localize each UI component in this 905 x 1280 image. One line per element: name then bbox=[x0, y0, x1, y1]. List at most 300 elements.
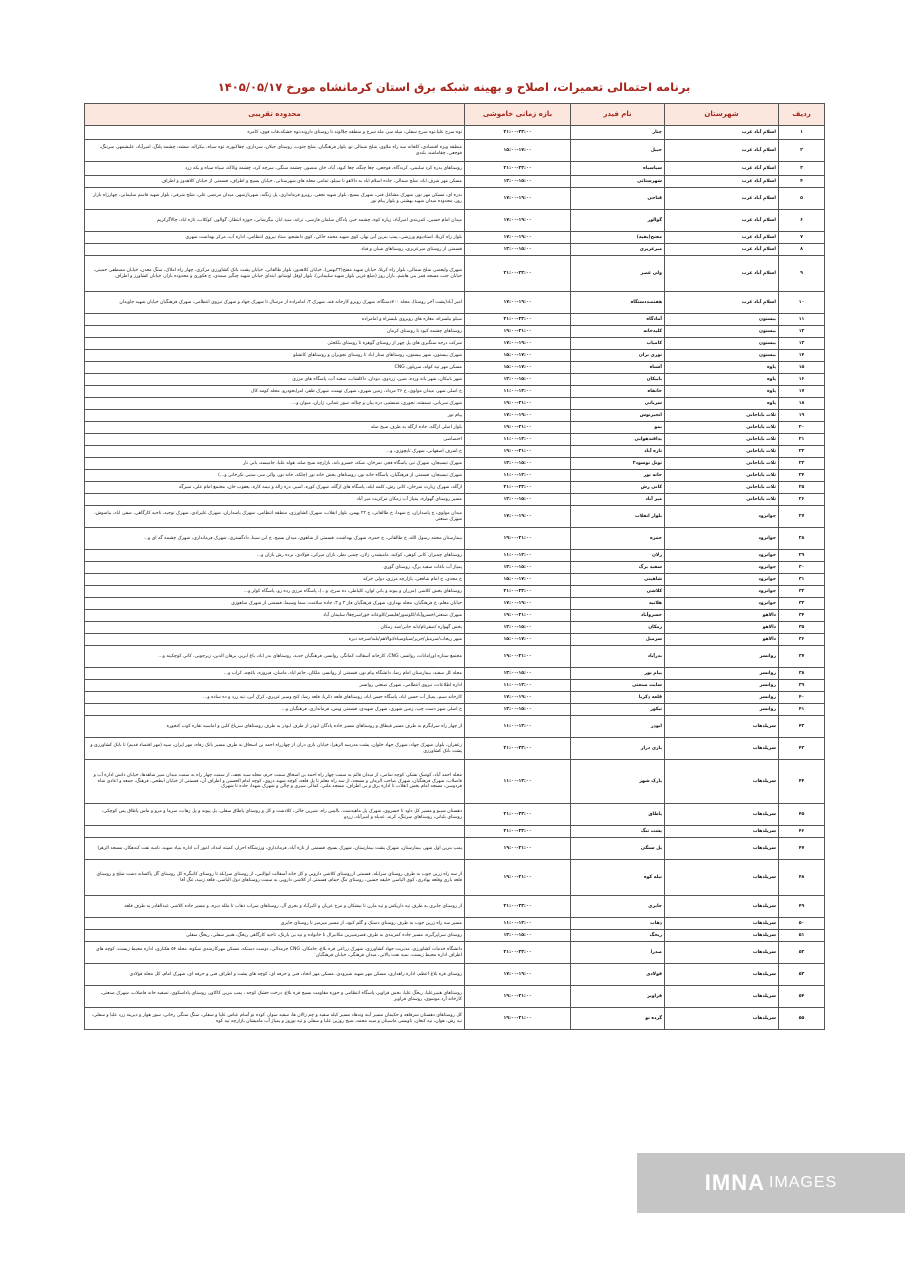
cell-county: جوانرود bbox=[665, 506, 779, 528]
cell-county: دالاهو bbox=[665, 610, 779, 622]
table-row bbox=[85, 598, 825, 610]
cell-outage-window: ۲۱:۰۰-۲۳:۰۰ bbox=[465, 314, 571, 326]
cell-feeder: مفتح(بقیه) bbox=[571, 232, 665, 244]
cell-feeder: انجیرنوس bbox=[571, 410, 665, 422]
watermark-logo: IMNA bbox=[704, 1170, 765, 1195]
cell-row-number: ۳۸ bbox=[779, 668, 825, 680]
cell-area: بیمارستان محمد رسول الله، خ طالقانی، خ حمزه، شهرک بهداشت، قسمتی از شاهوی، میدان بسیج، خ ابن سینا، دادگستری، شهرک فرمانداری، شهرک چشمه گه ای و... bbox=[85, 528, 465, 550]
cell-county: ثلاث باباجانی bbox=[665, 422, 779, 434]
cell-feeder: نیله کوه bbox=[571, 860, 665, 896]
cell-county: اسلام آباد غرب bbox=[665, 210, 779, 232]
table-row bbox=[85, 986, 825, 1008]
table-row bbox=[85, 458, 825, 470]
table-row bbox=[85, 338, 825, 350]
watermark-sub: IMAGES bbox=[768, 1174, 838, 1191]
cell-feeder: بابیکان bbox=[571, 374, 665, 386]
table-row bbox=[85, 760, 825, 804]
cell-outage-window: ۱۵:۰۰-۱۷:۰۰ bbox=[465, 574, 571, 586]
cell-county: ثلاث باباجانی bbox=[665, 410, 779, 422]
cell-row-number: ۱۴ bbox=[779, 350, 825, 362]
cell-area: شهر ریجاب/سرمیل/جریر/سیاوسیاه/نوالاهم/بلبه/سرخه دیزه bbox=[85, 634, 465, 646]
cell-feeder: گوالور bbox=[571, 210, 665, 232]
cell-row-number: ۱۵ bbox=[779, 362, 825, 374]
cell-row-number: ۴۰ bbox=[779, 692, 825, 704]
cell-area: مسیر روستای گهواره، پمپاژ آب زمکان مرکزیت میر آباد bbox=[85, 494, 465, 506]
table-row bbox=[85, 494, 825, 506]
cell-county: روانسر bbox=[665, 704, 779, 716]
cell-area: قسمتی از روستای میرعزیزی، روستاهای شیان و قباد bbox=[85, 244, 465, 256]
cell-row-number: ۵ bbox=[779, 188, 825, 210]
cell-outage-window: ۱۱:۰۰-۱۳:۰۰ bbox=[465, 434, 571, 446]
cell-row-number: ۴۱ bbox=[779, 704, 825, 716]
cell-row-number: ۳۹ bbox=[779, 680, 825, 692]
cell-row-number: ۳۳ bbox=[779, 598, 825, 610]
cell-row-number: ۳۷ bbox=[779, 646, 825, 668]
table-row bbox=[85, 162, 825, 176]
cell-area: محله احمد آباد، کوشک نشکر، کوچه تمامی، از میدان قائم به سمت چهار راه احمد بن اسحاق سمت حرم، محله سید نجف، از سمت چهار راه به سمت میدان سیر شاهدها، خیابان دانش اداره آب و فاضلاب، شهرک فرهنگیان، شهرک صاحب الزمان و مسجد، از سه راه معلم تا پل قلعه، کوچه شهید دروی، کوچه امام الحسین و اطراف آن، قسمتی از خیابان ابطحی، فرهنگ، جمعه و اعادی شاه فردوسی، مسجد امام بخش انقلاب تا اداره برق و بی اطراف، مسجد ملتی، کمالی سیری و چالی و شهرک شهدا، جاده تا شهرک bbox=[85, 760, 465, 804]
table-body bbox=[85, 126, 825, 1030]
table-row bbox=[85, 838, 825, 860]
cell-row-number: ۱ bbox=[779, 126, 825, 140]
cell-outage-window: ۱۷:۰۰-۱۹:۰۰ bbox=[465, 210, 571, 232]
cell-feeder: زلان bbox=[571, 550, 665, 562]
cell-area: خیابان معلم، خ فرهنگیان، محله بهداری، شهرک فرهنگیان فاز ۲ و ۳، جاده سلامت، سما وسیما، قسمتی از شهرک شاهوزی bbox=[85, 598, 465, 610]
cell-row-number: ۱۸ bbox=[779, 398, 825, 410]
cell-feeder: حمزه bbox=[571, 528, 665, 550]
cell-row-number: ۴۸ bbox=[779, 860, 825, 896]
cell-row-number: ۲۹ bbox=[779, 550, 825, 562]
table-row bbox=[85, 244, 825, 256]
table-row bbox=[85, 1008, 825, 1030]
cell-county: بیستون bbox=[665, 350, 779, 362]
cell-feeder: نوزی بران bbox=[571, 350, 665, 362]
cell-county: پاوه bbox=[665, 362, 779, 374]
cell-county: جوانرود bbox=[665, 528, 779, 550]
table-row bbox=[85, 574, 825, 586]
cell-county: اسلام آباد غرب bbox=[665, 292, 779, 314]
cell-outage-window: ۱۱:۰۰-۱۳:۰۰ bbox=[465, 918, 571, 930]
cell-outage-window: ۱۷:۰۰-۱۹:۰۰ bbox=[465, 188, 571, 210]
table-row bbox=[85, 634, 825, 646]
cell-county: دالاهو bbox=[665, 622, 779, 634]
cell-feeder: تونل نوسود۲ bbox=[571, 458, 665, 470]
cell-outage-window: ۱۳:۰۰-۱۵:۰۰ bbox=[465, 458, 571, 470]
cell-row-number: ۴۷ bbox=[779, 838, 825, 860]
cell-row-number: ۴ bbox=[779, 176, 825, 188]
cell-row-number: ۴۹ bbox=[779, 896, 825, 918]
cell-feeder: خسروآباد bbox=[571, 610, 665, 622]
cell-outage-window: ۱۵:۰۰-۱۷:۰۰ bbox=[465, 634, 571, 646]
cell-area: خ اصلی شهر، میدان مولوی، خ ۲۶ مرداد، زمین شهری، شهرک تهمت، شهرک ظفر، امرابخودرو، محله کومه کال bbox=[85, 386, 465, 398]
cell-outage-window: ۱۷:۰۰-۱۹:۰۰ bbox=[465, 410, 571, 422]
cell-outage-window: ۱۷:۰۰-۱۹:۰۰ bbox=[465, 692, 571, 704]
cell-county: اسلام آباد غرب bbox=[665, 188, 779, 210]
cell-area: مسکن مهر شرف اباد، شلخ شمالی، جاده اسلام اباد به دالاهو تا سیلو، تمامی محله های شهرستانی، خیابان بسیج و اطراف، قسمتی از خیابان کلاهدوز و اطراف bbox=[85, 176, 465, 188]
table-row bbox=[85, 918, 825, 930]
cell-row-number: ۵۲ bbox=[779, 942, 825, 964]
cell-feeder: آشناه bbox=[571, 362, 665, 374]
cell-outage-window: ۲۱:۰۰-۲۳:۰۰ bbox=[465, 896, 571, 918]
cell-county: اسلام آباد غرب bbox=[665, 176, 779, 188]
cell-area: خ اصلی شهر دست چپ، زمین شهری، شهرک شهیدی، قسمتی وپس، فرمانداری، فرهنگیان و... bbox=[85, 704, 465, 716]
cell-outage-window: ۱۷:۰۰-۱۹:۰۰ bbox=[465, 232, 571, 244]
cell-row-number: ۴۴ bbox=[779, 760, 825, 804]
cell-outage-window: ۱۷:۰۰-۱۹:۰۰ bbox=[465, 506, 571, 528]
table-row bbox=[85, 896, 825, 918]
cell-feeder: ذهاب bbox=[571, 918, 665, 930]
cell-area: دهستان شیبو و مسیر کل داود تا خسروی، شهرک پل ماهیدشت، یالیس راه، شیرین خالی، کلادشت و کل و روستای پاطاق سفلی، پل پیونه و پل زهاب، سرما و مرو و ماس پاطاق پس کوچکی، روستای بلبانی، روستاهای سرتنگ، کرند، عدیله و امیرآباد، زردو bbox=[85, 804, 465, 826]
cell-county: جوانرود bbox=[665, 574, 779, 586]
cell-outage-window: ۱۹:۰۰-۲۱:۰۰ bbox=[465, 860, 571, 896]
cell-outage-window: ۱۳:۰۰-۱۵:۰۰ bbox=[465, 374, 571, 386]
cell-county: سرپلذهاب bbox=[665, 986, 779, 1008]
cell-feeder: فتاحی bbox=[571, 188, 665, 210]
table-row bbox=[85, 964, 825, 986]
table-row bbox=[85, 930, 825, 942]
cell-outage-window: ۱۱:۰۰-۱۳:۰۰ bbox=[465, 716, 571, 738]
cell-county: سرپلذهاب bbox=[665, 964, 779, 986]
cell-outage-window: ۱۷:۰۰-۱۹:۰۰ bbox=[465, 964, 571, 986]
cell-outage-window: ۱۱:۰۰-۱۳:۰۰ bbox=[465, 680, 571, 692]
cell-outage-window: ۱۹:۰۰-۲۱:۰۰ bbox=[465, 986, 571, 1008]
cell-county: ثلاث باباجانی bbox=[665, 446, 779, 458]
cell-county: ثلاث باباجانی bbox=[665, 470, 779, 482]
cell-feeder: سیاسیاه bbox=[571, 162, 665, 176]
cell-feeder: میر آباد bbox=[571, 494, 665, 506]
table-row bbox=[85, 716, 825, 738]
cell-feeder: کامیاب bbox=[571, 338, 665, 350]
table-row bbox=[85, 350, 825, 362]
cell-county: جوانرود bbox=[665, 598, 779, 610]
cell-row-number: ۲۶ bbox=[779, 494, 825, 506]
cell-feeder: تازه آباد bbox=[571, 446, 665, 458]
cell-area bbox=[85, 826, 465, 838]
cell-feeder: بازی دراز bbox=[571, 738, 665, 760]
cell-outage-window: ۲۱:۰۰-۲۳:۰۰ bbox=[465, 586, 571, 598]
cell-county: پاوه bbox=[665, 374, 779, 386]
cell-feeder: سریانی bbox=[571, 398, 665, 410]
cell-row-number: ۳۵ bbox=[779, 622, 825, 634]
cell-outage-window: ۱۱:۰۰-۱۳:۰۰ bbox=[465, 760, 571, 804]
cell-area: خ اشرف اصفهانی، شهرک تایچوزی، و... bbox=[85, 446, 465, 458]
cell-outage-window: ۱۳:۰۰-۱۵:۰۰ bbox=[465, 494, 571, 506]
table-row bbox=[85, 292, 825, 314]
cell-row-number: ۱۱ bbox=[779, 314, 825, 326]
table-row bbox=[85, 622, 825, 634]
cell-county: بیستون bbox=[665, 314, 779, 326]
cell-outage-window: ۱۹:۰۰-۲۱:۰۰ bbox=[465, 610, 571, 622]
cell-outage-window: ۲۱:۰۰-۲۳:۰۰ bbox=[465, 126, 571, 140]
cell-feeder: هفتصددستگاه bbox=[571, 292, 665, 314]
cell-row-number: ۵۱ bbox=[779, 930, 825, 942]
cell-area: زعفران، بلوار، شهرک جهاد، شهرک جهاد خلوان، پشت مدرسه الزهرا، خیابان بازی دراز، از چهارراه احمد بن اسحاق به طرف مسیر بانک رفاه، مهر ایران، سپه (مهر اقتصاد قدیم) تا بانک کشاورزی و پشت بانک کشاورزی bbox=[85, 738, 465, 760]
header-row-number: ردیف bbox=[779, 104, 825, 126]
cell-county: جوانرود bbox=[665, 550, 779, 562]
table-row bbox=[85, 470, 825, 482]
table-row bbox=[85, 826, 825, 838]
cell-outage-window: ۱۱:۰۰-۱۳:۰۰ bbox=[465, 386, 571, 398]
cell-county: سرپلذهاب bbox=[665, 826, 779, 838]
cell-row-number: ۳۴ bbox=[779, 610, 825, 622]
cell-feeder: پشت تنگ bbox=[571, 826, 665, 838]
cell-area: شهرک سریانی، شمشه، نجوری، شمشیر، دره بیان و چناله، سور عمانی، ژاران، میوان و... bbox=[85, 398, 465, 410]
cell-outage-window: ۱۹:۰۰-۲۱:۰۰ bbox=[465, 528, 571, 550]
cell-row-number: ۲۳ bbox=[779, 458, 825, 470]
table-row bbox=[85, 446, 825, 458]
table-row bbox=[85, 738, 825, 760]
cell-county: سرپلذهاب bbox=[665, 804, 779, 826]
cell-county: سرپلذهاب bbox=[665, 738, 779, 760]
cell-area: بخش گهواره /صفرنام/بابه خانی/سد زمکان bbox=[85, 622, 465, 634]
cell-area: روستای سراپرگیزه، مسیر جاده کمربندی به طرف قصرشیرین مکانیزال تا خانواده و تپه بی بارنک، ناحیه کارگاهی ریخگ، هنبیر سفلی، ریخگ سفلی bbox=[85, 930, 465, 942]
cell-area: توه سرخ علیا،توه سرخ سفلی، میله سر، مله سرخ و منطقه جلالوند تا روستای داروند،توه خشکه،قاب قوی، کامره bbox=[85, 126, 465, 140]
cell-feeder: بمو bbox=[571, 422, 665, 434]
cell-outage-window: ۱۷:۰۰-۱۹:۰۰ bbox=[465, 338, 571, 350]
cell-outage-window: ۱۵:۰۰-۱۷:۰۰ bbox=[465, 140, 571, 162]
cell-row-number: ۱۶ bbox=[779, 374, 825, 386]
cell-outage-window: ۲۱:۰۰-۲۳:۰۰ bbox=[465, 162, 571, 176]
cell-row-number: ۹ bbox=[779, 256, 825, 292]
cell-feeder: ریخگ bbox=[571, 930, 665, 942]
cell-area: میدان مولوی، خ پاسداران، خ شهدا، خ طالقانی، خ ۲۲ بهمن، بلوار انقلاب، شهرک کشاورزی، منطقه انتظامی، شهرک پاسداران، شهرک علیرادی، شهرک توحید، ناحیه کارگاهی، صفی اباد، بیاشوش، شهرک صنعتی bbox=[85, 506, 465, 528]
cell-county: سرپلذهاب bbox=[665, 716, 779, 738]
table-row bbox=[85, 140, 825, 162]
cell-county: سرپلذهاب bbox=[665, 942, 779, 964]
cell-feeder: پل سنگی bbox=[571, 838, 665, 860]
table-row bbox=[85, 646, 825, 668]
header-feeder: نام فیدر bbox=[571, 104, 665, 126]
cell-feeder: فولادی bbox=[571, 964, 665, 986]
cell-row-number: ۳۱ bbox=[779, 574, 825, 586]
cell-county: پاوه bbox=[665, 398, 779, 410]
cell-feeder: ابوذر bbox=[571, 716, 665, 738]
cell-area: مسیر سه راه زرین جوب به طرف روستای دستک و گلم کبود، از مسیر میرمیر تا روستای جابری bbox=[85, 918, 465, 930]
cell-outage-window: ۱۹:۰۰-۲۱:۰۰ bbox=[465, 646, 571, 668]
table-row bbox=[85, 680, 825, 692]
cell-county: پاوه bbox=[665, 386, 779, 398]
cell-feeder: کانی رش bbox=[571, 482, 665, 494]
table-row bbox=[85, 668, 825, 680]
cell-county: دالاهو bbox=[665, 634, 779, 646]
cell-row-number: ۸ bbox=[779, 244, 825, 256]
cell-outage-window: ۱۱:۰۰-۱۳:۰۰ bbox=[465, 550, 571, 562]
cell-county: سرپلذهاب bbox=[665, 838, 779, 860]
cell-area: محله کل سفید، بیمارستان امام رضا، دانشگاه پیام نور، قسمتی از روانسر، ملکان، حاتم اباد، ماسان، فیروزه، باغچه، کراب و... bbox=[85, 668, 465, 680]
cell-outage-window: ۱۱:۰۰-۱۳:۰۰ bbox=[465, 470, 571, 482]
cell-county: اسلام آباد غرب bbox=[665, 162, 779, 176]
cell-row-number: ۵۵ bbox=[779, 1008, 825, 1030]
cell-row-number: ۶ bbox=[779, 210, 825, 232]
cell-feeder: میرعزیزی bbox=[571, 244, 665, 256]
cell-county: سرپلذهاب bbox=[665, 860, 779, 896]
cell-area: مسکن مهر تپه کوله، سرپلور، CNG bbox=[85, 362, 465, 374]
cell-feeder: قلعه ذکریا bbox=[571, 692, 665, 704]
table-row bbox=[85, 326, 825, 338]
table-row bbox=[85, 126, 825, 140]
cell-feeder: پدافندهوایی bbox=[571, 434, 665, 446]
cell-county: روانسر bbox=[665, 680, 779, 692]
cell-county: جوانرود bbox=[665, 562, 779, 574]
cell-row-number: ۱۲ bbox=[779, 326, 825, 338]
header-outage-window: بازه زمانی خاموشی bbox=[465, 104, 571, 126]
cell-feeder: پیام نور bbox=[571, 668, 665, 680]
cell-feeder: کلاشی bbox=[571, 586, 665, 598]
cell-outage-window: ۱۹:۰۰-۲۱:۰۰ bbox=[465, 422, 571, 434]
cell-row-number: ۷ bbox=[779, 232, 825, 244]
cell-area: امیر آباد(پشت آخر روستا)، محله ۷۰۰دستگاه، شهرک روبرو کارخانه قند، شهرک ۳، امامزاده از مرسال تا شهرک جهاد و شهرک نیروی انتظامی، شهرک فرهنگیان خیابان شهید جاویدان bbox=[85, 292, 465, 314]
cell-county: اسلام آباد غرب bbox=[665, 256, 779, 292]
table-row bbox=[85, 422, 825, 434]
cell-area: شهر بابیکان، شهر باته ورده، شین، زردوی، دودان، داکلشاب، سعید آب، پاسگاه های مرزی bbox=[85, 374, 465, 386]
cell-area: بدره ای، مسکن مهر نور، شهرک مشاغل فنی، شهرک بسیج، بلوار شهید نجفی، روبرو فرمانداری، پل زنگنه، شهربازشهر، میدان مرتضی علی، شلخ شرقی، بلوار شهید قاسم سلیمانی، چهارراه بازار روز، محدوده میدان شهید بهشتی و بلوار پیام نور bbox=[85, 188, 465, 210]
header-area: محدوده تقریبی bbox=[85, 104, 465, 126]
cell-row-number: ۳۲ bbox=[779, 586, 825, 598]
cell-area: شهرک تیسبجان، قسمتی از فرهنگیان، پاسگاه خانه نور، روستاهای بخش خانه نور (چلکه، خانه نور، والی سر، سنبی تکرخانی و...) bbox=[85, 470, 465, 482]
cell-outage-window: ۲۱:۰۰-۲۳:۰۰ bbox=[465, 804, 571, 826]
cell-feeder: کلیدخانه bbox=[571, 326, 665, 338]
cell-row-number: ۲۱ bbox=[779, 434, 825, 446]
cell-outage-window: ۱۳:۰۰-۱۵:۰۰ bbox=[465, 622, 571, 634]
cell-outage-window: ۱۷:۰۰-۱۹:۰۰ bbox=[465, 598, 571, 610]
cell-outage-window: ۲۱:۰۰-۲۳:۰۰ bbox=[465, 826, 571, 838]
table-row bbox=[85, 550, 825, 562]
cell-county: اسلام آباد غرب bbox=[665, 232, 779, 244]
cell-row-number: ۲ bbox=[779, 140, 825, 162]
imna-images-watermark bbox=[637, 1153, 905, 1213]
cell-row-number: ۲۸ bbox=[779, 528, 825, 550]
table-row bbox=[85, 210, 825, 232]
cell-area: روستای قره بلاغ اعظم، اداره راهداری، مسکن مهر شهید شیرودی، مسکن مهر اتحاد، فنی و حرفه ای، کوچه های پشت و اطراف فنی و حرفه ای، شهرک امام، کل محله فولادی bbox=[85, 964, 465, 986]
table-row bbox=[85, 374, 825, 386]
cell-outage-window: ۱۳:۰۰-۱۵:۰۰ bbox=[465, 244, 571, 256]
cell-outage-window: ۲۱:۰۰-۲۳:۰۰ bbox=[465, 738, 571, 760]
cell-outage-window: ۱۹:۰۰-۲۱:۰۰ bbox=[465, 326, 571, 338]
cell-feeder: شهرستانی bbox=[571, 176, 665, 188]
cell-feeder: پاطاق bbox=[571, 804, 665, 826]
table-row bbox=[85, 362, 825, 374]
cell-feeder: صدرا bbox=[571, 942, 665, 964]
table-row bbox=[85, 586, 825, 598]
cell-area: شهرک تیسبجان، شهرک تیر، پاسگاه فجر، نمرخان، شکه، خسرو بانه، بازارچه شیخ صله، هوله علیا، جامیسه، بانی نار bbox=[85, 458, 465, 470]
table-row bbox=[85, 506, 825, 528]
cell-outage-window: ۱۹:۰۰-۲۱:۰۰ bbox=[465, 446, 571, 458]
cell-feeder: بلوار انقلاب bbox=[571, 506, 665, 528]
cell-row-number: ۴۲ bbox=[779, 716, 825, 738]
cell-row-number: ۵۴ bbox=[779, 986, 825, 1008]
cell-county: بیستون bbox=[665, 326, 779, 338]
cell-area: شرکت درجه سنگبری های پل چهر از روستای گوهره تا روستای بلکجئی bbox=[85, 338, 465, 350]
cell-feeder: گرده نو bbox=[571, 1008, 665, 1030]
cell-area: پمپاژ آب باغات سفید برگ، روستای گوری bbox=[85, 562, 465, 574]
cell-county: سرپلذهاب bbox=[665, 1008, 779, 1030]
cell-row-number: ۱۹ bbox=[779, 410, 825, 422]
cell-outage-window: ۱۳:۰۰-۱۵:۰۰ bbox=[465, 704, 571, 716]
cell-feeder: قراویز bbox=[571, 986, 665, 1008]
cell-outage-window: ۱۷:۰۰-۱۹:۰۰ bbox=[465, 292, 571, 314]
cell-row-number: ۱۷ bbox=[779, 386, 825, 398]
cell-area: از سه راه زرین جوب به طرف روستای سرابله، قسمتی ازروستای کلاشی دارویی و کل خانه آسفالت ابوالنبی، از روستای سرابله تا روستای کانیگره کل روستای گل پاکسانه دشت شلخ و روستای قلعه یاری وقلعه بهادری، کوی الیاسی خلیفه حسین، روستای تنگ حمام، قسمتی از کلاشی دارویی به سمت روستاهای دول الیاسی، قلعه زنبید، تنگ آقا bbox=[85, 860, 465, 896]
cell-area: مجتمع ستاره اورامانات، روانسر، CNG، کارخانه آسفالت کمانگر، روانسر، فرهنگیان جدید، روستاهای بدر اباد، باغ ابریز، برهان الدین، زیرجوبی، کانی کوچکینه و... bbox=[85, 646, 465, 668]
cell-outage-window: ۱۳:۰۰-۱۵:۰۰ bbox=[465, 668, 571, 680]
cell-area: شهرک صنعتی/خسروآباد/کلوسور/قلیسر/کلوعانه خور/سرچغا/ سلیمان آباد bbox=[85, 610, 465, 622]
table-row bbox=[85, 610, 825, 622]
table-row bbox=[85, 562, 825, 574]
cell-area: روستاهای بخش کلاشی (مزران و بیوند و بانی لوان، کلیاطی، ده سرخ، و...)، پاسگاه مرزی رده رو، پاسگاه کولر و... bbox=[85, 586, 465, 598]
cell-row-number: ۵۰ bbox=[779, 918, 825, 930]
cell-outage-window: ۱۹:۰۰-۲۱:۰۰ bbox=[465, 398, 571, 410]
cell-row-number: ۴۶ bbox=[779, 826, 825, 838]
cell-county: اسلام آباد غرب bbox=[665, 126, 779, 140]
cell-county: ثلاث باباجانی bbox=[665, 458, 779, 470]
cell-row-number: ۴۳ bbox=[779, 738, 825, 760]
table-row bbox=[85, 482, 825, 494]
cell-county: ثلاث باباجانی bbox=[665, 482, 779, 494]
cell-area: از روستای جابری به طرف تپه داریکش و تپه مارن تا نیشکان و مرخ عزیان و اکبرآباد و بحری آل، روستاهای سراب ذهاب تا ملله دیزه، و مسیر جاده کلاشی عبدالقادر به طرف قلعه bbox=[85, 896, 465, 918]
cell-feeder: سفید برگ bbox=[571, 562, 665, 574]
cell-feeder: سرمیل bbox=[571, 634, 665, 646]
cell-row-number: ۳۰ bbox=[779, 562, 825, 574]
table-row bbox=[85, 704, 825, 716]
cell-county: ثلاث باباجانی bbox=[665, 434, 779, 446]
table-row bbox=[85, 860, 825, 896]
cell-feeder: نیکور bbox=[571, 704, 665, 716]
cell-row-number: ۵۳ bbox=[779, 964, 825, 986]
cell-feeder: هلانیه bbox=[571, 598, 665, 610]
cell-area: روستاهای چشمه کبود تا روستای کرمان bbox=[85, 326, 465, 338]
cell-area: بلوار اصلی ازگله، جاده ازگله به طرف شیخ صله bbox=[85, 422, 465, 434]
cell-area: دانشگاه خدمات کشاورزی، مدیریت جهاد کشاورزی، شهرک زراعی قره بلاغ، جامکان، CNG جرمدالی، دوست دستکه، مسکن مهرکارمندی شکوه، محله ۵۴ هکتاری، اداره محیط زیست، کوچه های اطراف اداره محیط زیست، نمیه نفت پالانی، میدان فرهنگی، خیابان فرهنگیان bbox=[85, 942, 465, 964]
cell-outage-window: ۱۳:۰۰-۱۵:۰۰ bbox=[465, 562, 571, 574]
cell-row-number: ۴۵ bbox=[779, 804, 825, 826]
cell-area: کارخانه سیم، پمپاژ آب حسن اباد، پاسگاه حسن اباد، روستاهای قلعه ذکریا، قلعه رشا، کنج وسیر عزیزی، کرک آبی، تپه زرد و ده ساده و... bbox=[85, 692, 465, 704]
cell-area: پیام نور bbox=[85, 410, 465, 422]
cell-area: کل روستاهای دهستان سرقلعه و حکیمان مسیر آبنه وندهاد مسیر کیله سفید و چم زالان ها، سفید سوار، کوده تو آسام عباس علیا و سفلی، سنگ سنگی رخانی، سور هوار و دیرینه زرد علیا و سفلی، نیه رش، هوان، تپه کنعان، تاویسی ماسینان و سید محمد، شیخ روزین علیا و سفلی و تپه نوروز و پمپاژ آب مامیشان بازارچه تپه کوه bbox=[85, 1008, 465, 1030]
table-row bbox=[85, 942, 825, 964]
cell-outage-window: ۱۳:۰۰-۱۵:۰۰ bbox=[465, 176, 571, 188]
cell-outage-window: ۲۱:۰۰-۲۳:۰۰ bbox=[465, 256, 571, 292]
cell-area: خ مجدی، خ امام شافعی، بازارچه مرزی، دولی خرکه bbox=[85, 574, 465, 586]
cell-county: روانسر bbox=[665, 646, 779, 668]
cell-county: روانسر bbox=[665, 692, 779, 704]
table-row bbox=[85, 398, 825, 410]
cell-area: پمپ بنزین اول شهر، بیمارستان، شهرک پشت بیمارستان، شهرک بسیج، قسمتی از تازه آباد، فرمانداری، ورزشگاه احرار، کمیته امداد، امور آب اداره بنیاد شهید، نامیه نفت کندهکار، مسجد الزهرا bbox=[85, 838, 465, 860]
cell-feeder: پارک شهر bbox=[571, 760, 665, 804]
cell-feeder: جابری bbox=[571, 896, 665, 918]
cell-feeder: چنار bbox=[571, 126, 665, 140]
cell-feeder: خانقاه bbox=[571, 386, 665, 398]
cell-area: از چهار راه سرابگرم به طرف مسیر قیطاق و روستاهای مسیر جاده پادگان ابوذر از طرف ابوذر به طرف روستاهای سرپاغ کلین و اماسیه تفاره کوب کنجوره bbox=[85, 716, 465, 738]
cell-area: شهرک ولیعصر، شلخ شمالی، بلوار راه کربلا، خیابان شهید مفتح(۲۲بهمن)، خیابان کلاهدوز، بلوار طالقانی، خیابان پشت بانک کشاورزی مرکزی، چهار راه املاک، سنگ معدن، خیابان مصطفی خمینی، خیابان جنب مسجد قمر بنی هاشم، بازار روز (ضلع غربی بلوار شهید سلیمانی)، بلوار اوقل لوشانو، ابتدای خیابان شهید چنگیز صمدی، ح فکوری و محدوده بازار، خیابان کشاورز و اطراف bbox=[85, 256, 465, 292]
table-header-row bbox=[85, 104, 825, 126]
cell-outage-window: ۱۵:۰۰-۱۷:۰۰ bbox=[465, 362, 571, 374]
cell-county: سرپلذهاب bbox=[665, 918, 779, 930]
cell-outage-window: ۱۳:۰۰-۱۵:۰۰ bbox=[465, 930, 571, 942]
cell-feeder: آمادگاه bbox=[571, 314, 665, 326]
cell-row-number: ۳ bbox=[779, 162, 825, 176]
table-row bbox=[85, 176, 825, 188]
cell-county: روانسر bbox=[665, 668, 779, 680]
cell-row-number: ۲۷ bbox=[779, 506, 825, 528]
cell-outage-window: ۲۱:۰۰-۲۳:۰۰ bbox=[465, 942, 571, 964]
cell-area: اختصاصی bbox=[85, 434, 465, 446]
cell-feeder: سایت صنعتی bbox=[571, 680, 665, 692]
cell-outage-window: ۱۹:۰۰-۲۱:۰۰ bbox=[465, 1008, 571, 1030]
cell-feeder: بدرآباد bbox=[571, 646, 665, 668]
cell-area: سیلو بیلسراه، مغازه های روبروی بلیسراه و امامزاده bbox=[85, 314, 465, 326]
cell-county: اسلام آباد غرب bbox=[665, 140, 779, 162]
cell-row-number: ۲۲ bbox=[779, 446, 825, 458]
cell-county: سرپلذهاب bbox=[665, 760, 779, 804]
